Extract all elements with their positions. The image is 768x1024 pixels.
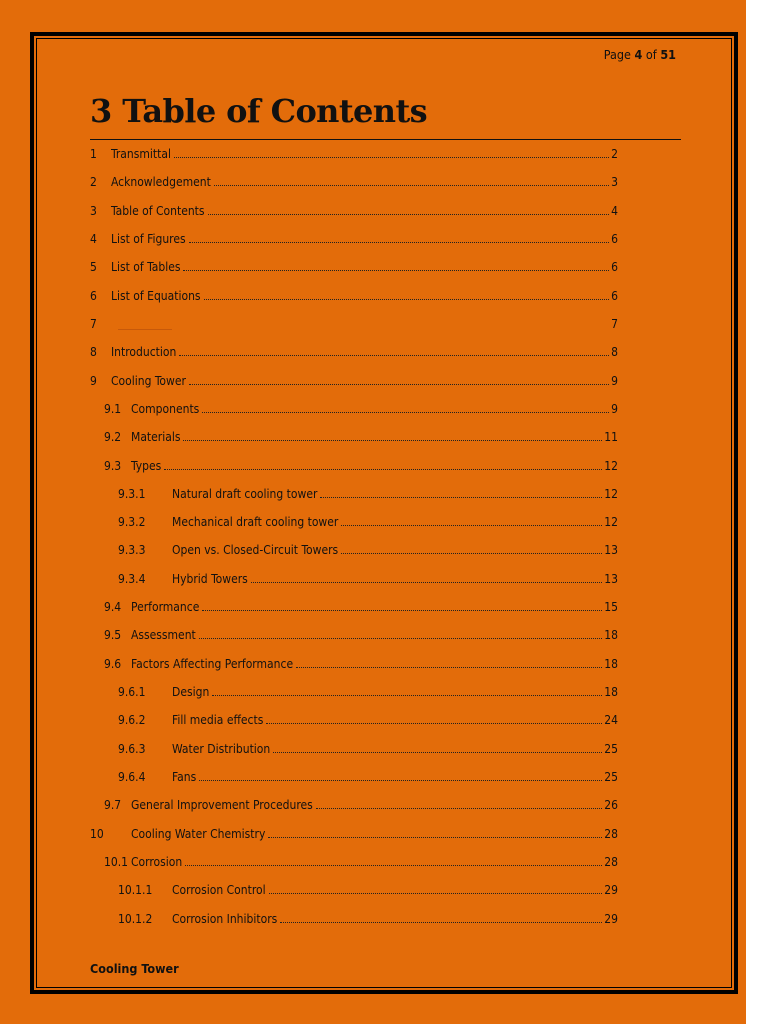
toc-entry[interactable] (90, 313, 618, 331)
toc-entry-title: Acknowledgement (111, 175, 211, 190)
toc-dot-leader (341, 553, 602, 554)
toc-entry-number: 9.3.1 (118, 486, 146, 501)
toc-entry[interactable] (104, 624, 618, 642)
toc-entry-title: List of Equations (111, 288, 201, 303)
toc-entry-title: Hybrid Towers (172, 571, 248, 586)
toc-entry-page: 25 (604, 770, 618, 785)
toc-dot-leader (183, 270, 609, 271)
toc-entry[interactable] (118, 483, 618, 501)
page-label: Page (603, 47, 631, 62)
toc-entry-title: Natural draft cooling tower (172, 486, 318, 501)
toc-entry[interactable] (104, 596, 618, 614)
toc-entry-title: Water Distribution (172, 741, 271, 756)
toc-entry-number: 8 (90, 345, 97, 360)
toc-dot-leader (280, 922, 602, 923)
toc-entry-number: 2 (90, 175, 97, 190)
toc-entry[interactable] (90, 200, 618, 218)
toc-entry-page: 29 (604, 883, 618, 898)
toc-entry[interactable] (118, 738, 618, 756)
toc-entry[interactable] (104, 653, 618, 671)
toc-entry-page: 18 (604, 685, 618, 700)
toc-entry-title: Corrosion Inhibitors (172, 911, 278, 926)
toc-entry-title: Types (131, 458, 162, 473)
toc-entry-number: 10.1.2 (118, 911, 153, 926)
toc-entry-page: 9 (611, 401, 618, 416)
page-of-label: of (645, 47, 657, 62)
toc-entry-number: 5 (90, 260, 97, 275)
toc-entry[interactable] (118, 908, 618, 926)
toc-entry-page: 6 (611, 231, 618, 246)
toc-entry[interactable] (118, 511, 618, 529)
toc-dot-leader (269, 893, 603, 894)
toc-entry-page: 11 (604, 430, 618, 445)
current-page-number: 4 (634, 47, 643, 62)
toc-entry-number: 9.3.3 (118, 543, 146, 558)
toc-entry[interactable] (90, 171, 618, 189)
toc-entry-title: Design (172, 685, 210, 700)
toc-entry[interactable] (118, 681, 618, 699)
toc-entry-page: 28 (604, 826, 618, 841)
toc-entry-number: 9.4 (104, 600, 122, 615)
toc-entry-number: 3 (90, 203, 97, 218)
toc-entry-title: Open vs. Closed-Circuit Towers (172, 543, 339, 558)
toc-dot-leader (266, 723, 602, 724)
toc-entry-number: 9.5 (104, 628, 122, 643)
toc-entry[interactable] (90, 256, 618, 274)
toc-dot-leader (199, 638, 603, 639)
toc-entry[interactable] (118, 709, 618, 727)
toc-entry[interactable] (90, 823, 618, 841)
toc-entry-page: 9 (611, 373, 618, 388)
toc-dot-leader (296, 667, 602, 668)
toc-entry-number: 4 (90, 231, 97, 246)
toc-entry-title: Table of Contents (111, 203, 205, 218)
toc-entry-number: 6 (90, 288, 97, 303)
toc-dot-leader (204, 299, 610, 300)
toc-entry-title: Transmittal (111, 147, 171, 161)
toc-entry-page: 8 (611, 345, 618, 360)
toc-entry-title: Performance (131, 600, 200, 615)
toc-entry-number: 1 (90, 147, 97, 161)
toc-dot-leader (251, 582, 602, 583)
toc-entry-page: 7 (611, 316, 618, 331)
toc-dot-leader (189, 384, 609, 385)
toc-entry[interactable] (90, 143, 618, 161)
toc-entry-page: 12 (604, 486, 618, 501)
toc-entry[interactable] (104, 794, 618, 812)
toc-entry-page: 2 (611, 147, 618, 161)
toc-entry-number: 9.7 (104, 798, 122, 813)
toc-dot-leader (273, 752, 602, 753)
toc-dot-leader (199, 780, 602, 781)
toc-entry-title: Materials (131, 430, 181, 445)
toc-dot-leader (202, 412, 609, 413)
toc-dot-leader (202, 610, 602, 611)
toc-entry-number: 10.1 (104, 855, 129, 869)
toc-entry[interactable] (90, 341, 618, 359)
toc-entry[interactable] (90, 285, 618, 303)
toc-dot-leader (341, 525, 602, 526)
toc-entry-page: 12 (604, 515, 618, 530)
toc-dot-leader (185, 865, 602, 866)
toc-entry-title: Mechanical draft cooling tower (172, 515, 339, 530)
total-page-count: 51 (660, 47, 676, 62)
toc-entry-title: Corrosion (131, 855, 183, 869)
toc-entry-number: 9.6.2 (118, 713, 146, 728)
toc-entry-page: 24 (604, 713, 618, 728)
toc-entry-title: Cooling Water Chemistry (131, 826, 266, 841)
toc-entry-page: 25 (604, 741, 618, 756)
toc-entry-title: Assessment (131, 628, 196, 643)
toc-dot-leader (179, 355, 609, 356)
toc-entry-number: 9.6.1 (118, 685, 146, 700)
toc-entry-title: Fans (172, 770, 197, 785)
toc-entry-number: 10 (90, 826, 104, 841)
toc-entry-page: 6 (611, 260, 618, 275)
toc-dot-leader (174, 157, 609, 158)
toc-entry-number: 9.3.4 (118, 571, 146, 586)
toc-entry-page: 15 (604, 600, 618, 615)
toc-entry-page: 28 (604, 855, 618, 869)
toc-entry-page: 13 (604, 543, 618, 558)
toc-entry-number: 9.1 (104, 401, 122, 416)
toc-entry[interactable] (118, 568, 618, 586)
toc-blank-title-line (118, 329, 172, 330)
toc-entry-number: 9.2 (104, 430, 122, 445)
toc-entry-title: List of Figures (111, 231, 186, 246)
toc-entry-page: 6 (611, 288, 618, 303)
toc-entry-page: 26 (604, 798, 618, 813)
toc-dot-leader (189, 242, 610, 243)
toc-entry-number: 9.3 (104, 458, 122, 473)
toc-entry-number: 10.1.1 (118, 883, 153, 898)
toc-entry-page: 3 (611, 175, 618, 190)
toc-entry-title: Cooling Tower (111, 373, 186, 388)
toc-dot-leader (212, 695, 602, 696)
toc-entry[interactable] (104, 851, 618, 869)
toc-dot-leader (164, 469, 602, 470)
toc-entry-page: 29 (604, 911, 618, 926)
toc-entry-title: General Improvement Procedures (131, 798, 313, 813)
toc-entry-page: 4 (611, 203, 618, 218)
toc-entry-page: 18 (604, 656, 618, 671)
toc-dot-leader (320, 497, 602, 498)
toc-entry-page: 18 (604, 628, 618, 643)
toc-entry[interactable] (118, 766, 618, 784)
toc-entry[interactable] (118, 539, 618, 557)
section-heading: 3 Table of Contents (90, 92, 428, 130)
toc-entry-number: 9.6.4 (118, 770, 146, 785)
page-footer: Cooling Tower (90, 961, 179, 976)
toc-dot-leader (214, 185, 609, 186)
toc-entry-title: Corrosion Control (172, 883, 266, 898)
toc-entry-title: Factors Affecting Performance (131, 656, 294, 671)
toc-dot-leader (183, 440, 602, 441)
toc-entry[interactable] (118, 879, 618, 897)
toc-dot-leader (268, 837, 602, 838)
toc-entry-page: 13 (604, 571, 618, 586)
toc-dot-leader (316, 808, 602, 809)
toc-entry-number: 9.6.3 (118, 741, 146, 756)
toc-entry-title: Introduction (111, 345, 177, 360)
toc-dot-leader (208, 214, 610, 215)
toc-entry[interactable] (90, 370, 618, 388)
toc-entry-number: 9.6 (104, 656, 122, 671)
toc-entry[interactable] (104, 426, 618, 444)
toc-entry[interactable] (90, 228, 618, 246)
toc-entry-title: List of Tables (111, 260, 181, 275)
toc-entry-title: Fill media effects (172, 713, 264, 728)
toc-entry-number: 9.3.2 (118, 515, 146, 530)
toc-entry-number: 7 (90, 316, 97, 331)
toc-entry[interactable] (104, 455, 618, 473)
toc-entry-number: 9 (90, 373, 97, 388)
toc-entry[interactable] (104, 398, 618, 416)
toc-entry-title: Components (131, 401, 200, 416)
toc-entry-page: 12 (604, 458, 618, 473)
